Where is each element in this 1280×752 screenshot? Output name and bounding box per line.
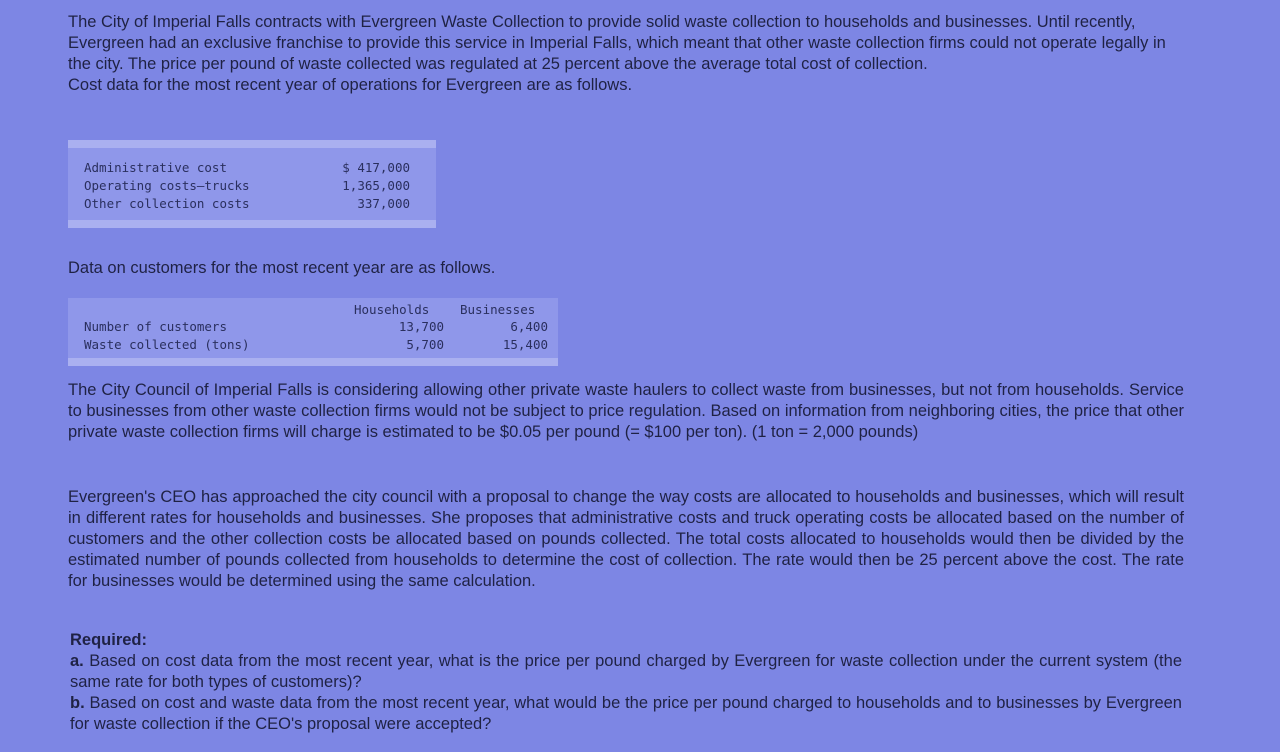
customer-row-count — [84, 319, 554, 337]
required-block — [70, 630, 1182, 735]
column-header-households: Households — [354, 302, 430, 317]
row-label: Number of customers — [84, 319, 227, 334]
cost-label: Administrative cost — [84, 160, 227, 175]
businesses-value: 15,400 — [502, 337, 548, 352]
cost-value: 1,365,000 — [342, 178, 410, 193]
cost-table — [68, 140, 436, 228]
required-title: Required: — [70, 631, 148, 649]
council-block — [68, 380, 1184, 443]
intro-block — [68, 12, 1184, 96]
column-header-businesses: Businesses — [460, 302, 536, 317]
ceo-paragraph: Evergreen's CEO has approached the city council with a proposal to change the way costs are allocated to households and businesses, which will result in different rates for households and businesses. She proposes that administrative costs and truck operating costs be allocated based on the number of customers and the other collection costs be allocated based on pounds collected. The total costs allocated to households would then be divided by the estimated number of pounds collected from households to determine the cost of collection. The rate would then be 25 percent above the cost. The rate for businesses would be determined using the same calculation. — [68, 488, 1184, 590]
required-item-b — [70, 693, 1182, 735]
customer-lead — [68, 258, 1184, 279]
item-text: Based on cost and waste data from the most recent year, what would be the price per pound charged to households and to businesses by Evergreen for waste collection if the CEO's proposal were accepted? — [70, 694, 1182, 733]
households-value: 13,700 — [398, 319, 444, 334]
businesses-value: 6,400 — [510, 319, 548, 334]
item-text: Based on cost data from the most recent year, what is the price per pound charged by Evergreen for waste collection under the current system (the same rate for both types of customers)? — [70, 652, 1182, 691]
cost-row-other — [84, 196, 424, 214]
cost-value: 337,000 — [357, 196, 410, 211]
cost-label: Other collection costs — [84, 196, 250, 211]
row-label: Waste collected (tons) — [84, 337, 250, 352]
ceo-block — [68, 487, 1184, 592]
households-value: 5,700 — [406, 337, 444, 352]
cost-value: $ 417,000 — [342, 160, 410, 175]
required-item-a — [70, 651, 1182, 693]
customer-table — [68, 298, 558, 366]
customer-lead-text: Data on customers for the most recent year are as follows. — [68, 259, 496, 277]
item-letter: a. — [70, 652, 84, 670]
cost-row-operating — [84, 178, 424, 196]
customer-row-waste — [84, 337, 554, 355]
item-letter: b. — [70, 694, 85, 712]
cost-row-administrative — [84, 160, 424, 178]
council-paragraph: The City Council of Imperial Falls is considering allowing other private waste haulers to collect waste from businesses, but not from households. Service to businesses from other waste collection firms would not be subject to price regulation. Based on information from neighboring cities, the price that other private waste collection firms will charge is estimated to be $0.05 per pound (= $100 per ton). (1 ton = 2,000 pounds) — [68, 381, 1184, 441]
cost-lead-text: Cost data for the most recent year of operations for Evergreen are as follows. — [68, 76, 633, 94]
cost-label: Operating costs–trucks — [84, 178, 250, 193]
intro-paragraph: The City of Imperial Falls contracts with Evergreen Waste Collection to provide solid waste collection to households and businesses. Until recently, Evergreen had an exclusive franchise to provide this service in Imperial Falls, which meant that other waste collection firms could not operate legally in the city. The price per pound of waste collected was regulated at 25 percent above the average total cost of collection. — [68, 13, 1166, 73]
